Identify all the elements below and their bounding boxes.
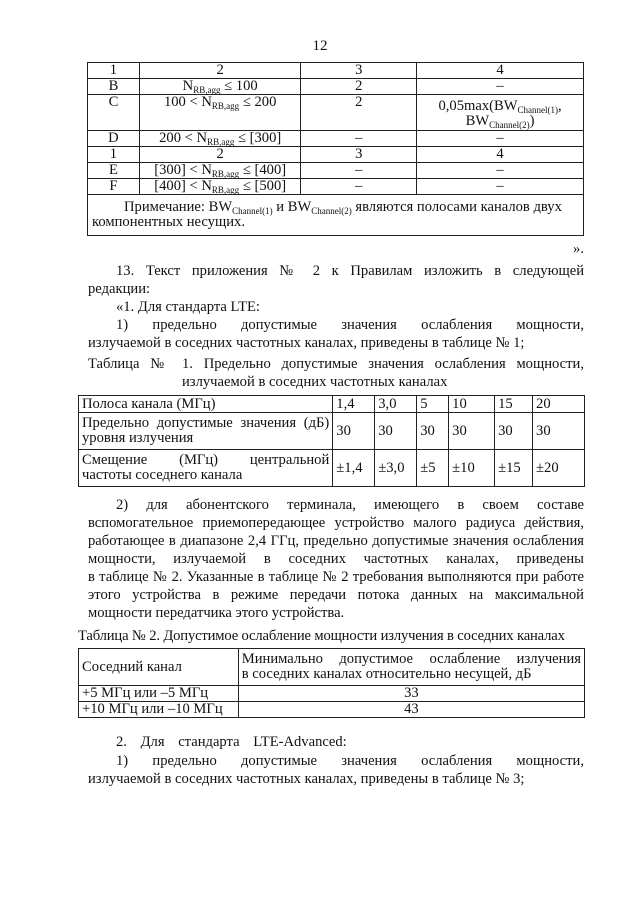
table-cell: Соседний канал bbox=[79, 649, 239, 686]
table-row bbox=[88, 163, 584, 179]
table-cell: 33 bbox=[238, 686, 584, 702]
table-row bbox=[79, 649, 585, 686]
nrb-range-cell: $[300] < N_{RB,agg} \le [400]$ bbox=[139, 163, 301, 179]
table-cell: ±20 bbox=[533, 450, 585, 487]
table-cell: E bbox=[88, 163, 140, 179]
table-cell: 30 bbox=[449, 413, 495, 450]
table-cell: ±3,0 bbox=[375, 450, 417, 487]
table-cell: 30 bbox=[495, 413, 533, 450]
table-cell: 5 bbox=[417, 396, 449, 413]
table-1 bbox=[78, 395, 585, 487]
table-cell: B bbox=[88, 79, 140, 95]
table-cell: 30 bbox=[375, 413, 417, 450]
table-cell: – bbox=[301, 179, 417, 195]
table-cell: 2 bbox=[139, 147, 301, 163]
table-cell: +5 МГц или –5 МГц bbox=[79, 686, 239, 702]
table-cell: 43 bbox=[238, 702, 584, 718]
adv-item-1-text: 1) предельно допустимые значения ослабления мощности, bbox=[116, 753, 584, 769]
lte-heading: «1. Для стандарта LTE: bbox=[116, 299, 260, 315]
table-cell: 2 bbox=[301, 79, 417, 95]
table-cell: 4 bbox=[417, 147, 584, 163]
table-row bbox=[88, 131, 584, 147]
table-cell: C bbox=[88, 95, 140, 131]
item-1-text: 1) предельно допустимые значения ослабления мощности, bbox=[116, 317, 584, 333]
table-cell: – bbox=[417, 131, 584, 147]
nrb-range-cell: $200 < N_{RB,agg} \le [300]$ bbox=[139, 131, 301, 147]
table-cell: 1 bbox=[88, 147, 140, 163]
table-row bbox=[88, 63, 584, 79]
table-cell: Полоса канала (МГц) bbox=[79, 396, 333, 413]
table-cell: 3 bbox=[301, 147, 417, 163]
table-cell: ±10 bbox=[449, 450, 495, 487]
table-cell: – bbox=[301, 131, 417, 147]
table-cell: 20 bbox=[533, 396, 585, 413]
table-cell: Предельно допустимые значения (дБ) уровня излучения bbox=[79, 413, 333, 450]
table-cell: 3 bbox=[301, 63, 417, 79]
paragraph-13: 13. Текст приложения № 2 к Правилам изложить в следующей bbox=[116, 263, 584, 279]
table-cell: – bbox=[417, 179, 584, 195]
table-row bbox=[79, 413, 585, 450]
page-number: 12 bbox=[312, 38, 328, 54]
table-cell: D bbox=[88, 131, 140, 147]
table-row bbox=[88, 179, 584, 195]
table-note: Примечание: $BW_{Channel(1)}$ и $BW_{Channel(2)}$ являются полосами каналов двух компонентных несущих. bbox=[88, 195, 584, 236]
nrb-range-cell: $[400] < N_{RB,agg} \le [500]$ bbox=[139, 179, 301, 195]
table-cell: ±5 bbox=[417, 450, 449, 487]
table-1-caption: Таблица № 1. Предельно допустимые значения ослабления мощности, bbox=[88, 356, 584, 372]
item-2-text: вспомогательное приемопередающее устройство малого радиуса действия, bbox=[88, 515, 584, 531]
table-row bbox=[88, 195, 584, 236]
table-cell: F bbox=[88, 179, 140, 195]
table-cell: 1 bbox=[88, 63, 140, 79]
table-row bbox=[79, 450, 585, 487]
adv-item-1-text-cont: излучаемой в соседних частотных каналах, приведены в таблице № 3; bbox=[88, 771, 525, 787]
paragraph-13-cont: редакции: bbox=[88, 281, 151, 297]
table-row bbox=[79, 686, 585, 702]
table-cell: ±1,4 bbox=[333, 450, 375, 487]
table-cell: +10 МГц или –10 МГц bbox=[79, 702, 239, 718]
table-2 bbox=[78, 648, 585, 718]
nrb-range-cell: $100 < N_{RB,agg} \le 200$ bbox=[139, 95, 301, 131]
table-row bbox=[88, 79, 584, 95]
table-cell: 15 bbox=[495, 396, 533, 413]
table-cell: Смещение (МГц) центральной частоты соседнего канала bbox=[79, 450, 333, 487]
table-row bbox=[88, 95, 584, 131]
table-cell: – bbox=[301, 163, 417, 179]
item-2-text: этого устройства в режиме передачи потока данных на максимальной bbox=[88, 587, 584, 603]
table-cell: 2 bbox=[301, 95, 417, 131]
table-row bbox=[88, 147, 584, 163]
table-cell: 30 bbox=[417, 413, 449, 450]
item-2-text: мощности передатчика этого устройства. bbox=[88, 605, 345, 621]
item-1-text-cont: излучаемой в соседних частотных каналах, приведены в таблице № 1; bbox=[88, 335, 525, 351]
item-2-text: работающее в диапазоне 2,4 ГГц, предельно допустимые значения ослабления bbox=[88, 533, 584, 549]
item-2-text: в таблице № 2. Указанные в таблице № 2 требования выполняются при работе bbox=[88, 569, 584, 585]
table-cell: 30 bbox=[333, 413, 375, 450]
table-cell: Минимально допустимое ослабление излучения в соседних каналах относительно несущей, дБ bbox=[238, 649, 584, 686]
closing-quote: ». bbox=[573, 241, 584, 257]
table-cell: ±15 bbox=[495, 450, 533, 487]
table-row bbox=[79, 702, 585, 718]
table-2-caption: Таблица № 2. Допустимое ослабление мощности излучения в соседних каналах bbox=[78, 628, 565, 644]
table-cell: 30 bbox=[533, 413, 585, 450]
table-1-caption-cont: излучаемой в соседних частотных каналах bbox=[182, 374, 448, 390]
table-cell: 4 bbox=[417, 63, 584, 79]
table-cell: 10 bbox=[449, 396, 495, 413]
item-2-text: мощности, излучаемой в соседних частотных каналах, приведены bbox=[88, 551, 584, 567]
bandwidth-formula-cell: $0,05\max(BW_{Channel(1)}$, $BW_{Channel(2)}$) bbox=[417, 95, 584, 131]
nrb-range-cell: $N_{RB,agg} \le 100$ bbox=[139, 79, 301, 95]
lte-advanced-heading: 2. Для стандарта LTE-Advanced: bbox=[116, 734, 347, 750]
table-row bbox=[79, 396, 585, 413]
item-2-text: 2) для абонентского терминала, имеющего в своем составе bbox=[116, 497, 584, 513]
table-cell: 3,0 bbox=[375, 396, 417, 413]
table-cell: – bbox=[417, 163, 584, 179]
table-cell: – bbox=[417, 79, 584, 95]
continuation-table bbox=[87, 62, 584, 236]
table-cell: 2 bbox=[139, 63, 301, 79]
table-cell: 1,4 bbox=[333, 396, 375, 413]
